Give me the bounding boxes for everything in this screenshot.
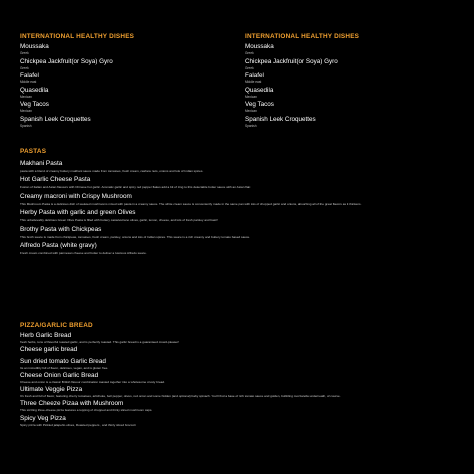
item-description: fresh herbs, tons of flavorful roasted garlic, and is perfectly toasted. This garlic bread is a guaranteed crowd-pleaser! bbox=[20, 340, 180, 345]
menu-item bbox=[20, 226, 460, 239]
item-description: pasta with a blend of creamy buttery makhani sauce made from tomatoes, fresh cream, cashew nuts, onions and lots of Indian spices. bbox=[20, 168, 204, 173]
item-description: Fusion of Italian and Asian flavours with Chinese hot garlic. Aromatic garlic and spicy red pepper flakes add a bit of zing to this delectable butter sauce with an Asian flair. bbox=[20, 185, 251, 189]
item-cuisine: Mexican bbox=[20, 109, 32, 113]
item-description: This broth sauce is made from chickpeas, tomatoes, fresh cream, parsley, onions and lots of Indian spices. This sauce is a rich creamy and buttery tomato based sauce. bbox=[20, 234, 251, 239]
item-name: Falafel bbox=[245, 72, 264, 79]
item-name: Quasedila bbox=[20, 86, 49, 94]
item-name: Quasedila bbox=[245, 86, 274, 94]
section-title-international: INTERNATIONAL HEALTHY DISHES bbox=[20, 33, 135, 40]
section-title-pizza: PIZZA/GARLIC BREAD bbox=[20, 322, 93, 329]
item-name: Veg Tacos bbox=[245, 101, 274, 108]
item-cuisine: Greek bbox=[20, 65, 29, 70]
item-name: Moussaka bbox=[20, 43, 49, 50]
item-cuisine: Greek bbox=[20, 51, 29, 55]
menu-item bbox=[245, 116, 455, 129]
item-name: Chickpea Jackfruit(or Soya) Gyro bbox=[245, 57, 338, 65]
section-title-pastas: PASTAS bbox=[20, 148, 47, 155]
item-cuisine: Mexican bbox=[245, 109, 257, 113]
menu-item bbox=[20, 160, 460, 173]
menu-item bbox=[20, 346, 460, 354]
menu-item bbox=[245, 87, 455, 100]
item-name: Falafel bbox=[20, 72, 39, 79]
item-name: Sun dried tomato Garlic Bread bbox=[20, 357, 106, 365]
item-name: Spicy Veg Pizza bbox=[20, 414, 66, 422]
item-name: Makhani Pasta bbox=[20, 159, 63, 167]
menu-item bbox=[20, 101, 230, 114]
item-cuisine: Greek bbox=[245, 51, 254, 55]
international-section-left bbox=[20, 33, 230, 130]
item-name: Spanish Leek Croquettes bbox=[245, 115, 316, 123]
menu-item bbox=[20, 87, 230, 100]
menu-item bbox=[20, 358, 460, 370]
menu-item bbox=[20, 386, 460, 398]
item-name: Cheese Onion Garlic Bread bbox=[20, 372, 99, 380]
section-title-international: INTERNATIONAL HEALTHY DISHES bbox=[245, 33, 360, 40]
pastas-section bbox=[20, 148, 460, 255]
menu-item bbox=[20, 242, 460, 255]
item-cuisine: Middle east bbox=[20, 80, 37, 84]
international-section-right bbox=[245, 33, 455, 130]
menu-item bbox=[20, 332, 460, 344]
item-description: It's fresh and full of flavor, featuring cherry tomatoes, artichoke, bell pepper, olives, red onion and some hidden (and optional) baby spinach. You'll find a base of rich tomato sauce and golden, bubbling mozzarella underneath, of course. bbox=[20, 394, 341, 399]
menu-item bbox=[245, 43, 455, 56]
menu-item bbox=[20, 372, 460, 384]
menu-item bbox=[245, 72, 455, 85]
item-cuisine: Middle east bbox=[245, 80, 262, 84]
item-description: Fresh cream combined with parmesan cheese and butter to deliver a luscious Alfredo sauce. bbox=[20, 251, 147, 255]
menu-item bbox=[20, 43, 230, 56]
item-name: Herby Pasta with garlic and green Olives bbox=[20, 209, 136, 216]
menu-item bbox=[20, 72, 230, 85]
item-description: Spicy pizza with Pickled jalapeño olives, Roasted peppers , and thinly sliced broccoli bbox=[20, 422, 136, 427]
item-cuisine: Spanish bbox=[20, 123, 32, 128]
item-cuisine: Spanish bbox=[245, 123, 257, 128]
item-description: This Mushroom Pasta is a delicious dish of sautéed mushrooms mixed with pasta in a creamy sauce. The white cream sauce is conveniently made in the same pan with lots of chopped garlic and onions, absorbing all of the great flavors as it thickens. bbox=[20, 201, 362, 206]
menu-item bbox=[20, 58, 230, 71]
item-description: Its an incredibly full of flavor, delicious, vegan, and is gluten free. bbox=[20, 365, 109, 370]
menu-item bbox=[245, 58, 455, 71]
item-name: Cheese garlic bread bbox=[20, 346, 78, 354]
item-name: Three Cheeze Pizaa with Mushroom bbox=[20, 400, 124, 408]
item-cuisine: Greek bbox=[245, 65, 254, 70]
menu-item bbox=[20, 176, 460, 189]
item-name: Moussaka bbox=[245, 43, 274, 50]
menu-item bbox=[20, 209, 460, 222]
item-name: Creamy macroni with Crispy Mushroom bbox=[20, 192, 132, 200]
item-name: Brothy Pasta with Chickpeas bbox=[20, 225, 102, 233]
item-cuisine: Mexican bbox=[245, 94, 257, 99]
item-name: Alfredo Pasta (white gravy) bbox=[20, 242, 97, 249]
item-name: Spanish Leek Croquettes bbox=[20, 115, 91, 123]
item-name: Chickpea Jackfruit(or Soya) Gyro bbox=[20, 57, 113, 65]
menu-item bbox=[20, 116, 230, 129]
item-name: Ultimate Veggie Pizza bbox=[20, 386, 83, 394]
menu-item bbox=[20, 193, 460, 206]
item-description: This sizzling three-cheese pizza features a topping of chopped and thinly sliced mushroom caps. bbox=[20, 408, 153, 413]
menu-item bbox=[20, 415, 460, 427]
item-name: Herb Garlic Bread bbox=[20, 332, 72, 340]
item-description: Cheese and onion is a classic British flavour combination toasted together into a wholesome crusty bread. bbox=[20, 380, 165, 385]
menu-item bbox=[20, 400, 460, 412]
item-description: This unbelievably delicious Green Olive Pasta is filled with buttery castelvetrano olives, garlic, lemon, cheese, and lots of fresh parsley and basil! bbox=[20, 218, 218, 222]
item-cuisine: Mexican bbox=[20, 94, 32, 99]
item-name: Hot Garlic Cheese Pasta bbox=[20, 176, 91, 183]
item-name: Veg Tacos bbox=[20, 101, 49, 108]
pizza-section bbox=[20, 322, 460, 427]
menu-item bbox=[245, 101, 455, 114]
